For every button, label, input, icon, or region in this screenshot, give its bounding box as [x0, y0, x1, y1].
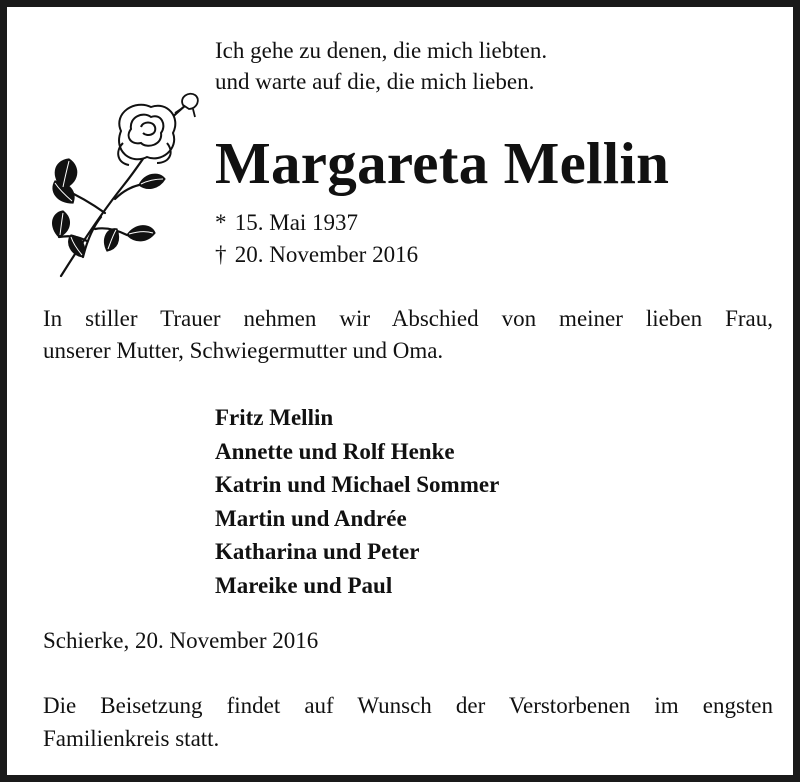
- mourner-name: Katharina und Peter: [215, 539, 420, 565]
- birth-date: 15. Mai 1937: [234, 210, 359, 235]
- motto-line: Ich gehe zu denen, die mich liebten.: [215, 38, 548, 63]
- birth-symbol: *: [215, 210, 227, 235]
- birth-date-line: [215, 207, 418, 239]
- mourner-name: Fritz Mellin: [215, 405, 334, 430]
- mourners-list: [215, 401, 499, 603]
- death-date: 20. November 2016: [234, 242, 419, 267]
- life-dates: [215, 207, 418, 271]
- rose-icon: [43, 91, 203, 281]
- mourning-message: [43, 303, 773, 367]
- mourner-name: Katrin und Michael Sommer: [215, 472, 500, 498]
- burial-line: Die Beisetzung findet auf Wunsch der Verstorbenen im engsten: [43, 693, 773, 718]
- place-and-date: Schierke, 20. November 2016: [43, 628, 319, 653]
- message-line: unserer Mutter, Schwiegermutter und Oma.: [43, 338, 444, 363]
- burial-line: Familienkreis statt.: [43, 726, 220, 751]
- mourner-name: Martin und Andrée: [215, 505, 407, 531]
- death-symbol: †: [215, 242, 227, 267]
- message-line: In stiller Trauer nehmen wir Abschied von meiner lieben Frau,: [43, 306, 773, 331]
- motto-verse: [215, 35, 547, 97]
- deceased-name: Margareta Mellin: [215, 130, 670, 196]
- burial-note: [43, 689, 773, 755]
- death-date-line: [215, 239, 418, 271]
- mourner-name: Mareike und Paul: [215, 572, 393, 598]
- motto-line: und warte auf die, die mich lieben.: [215, 69, 535, 94]
- mourner-name: Annette und Rolf Henke: [215, 438, 455, 464]
